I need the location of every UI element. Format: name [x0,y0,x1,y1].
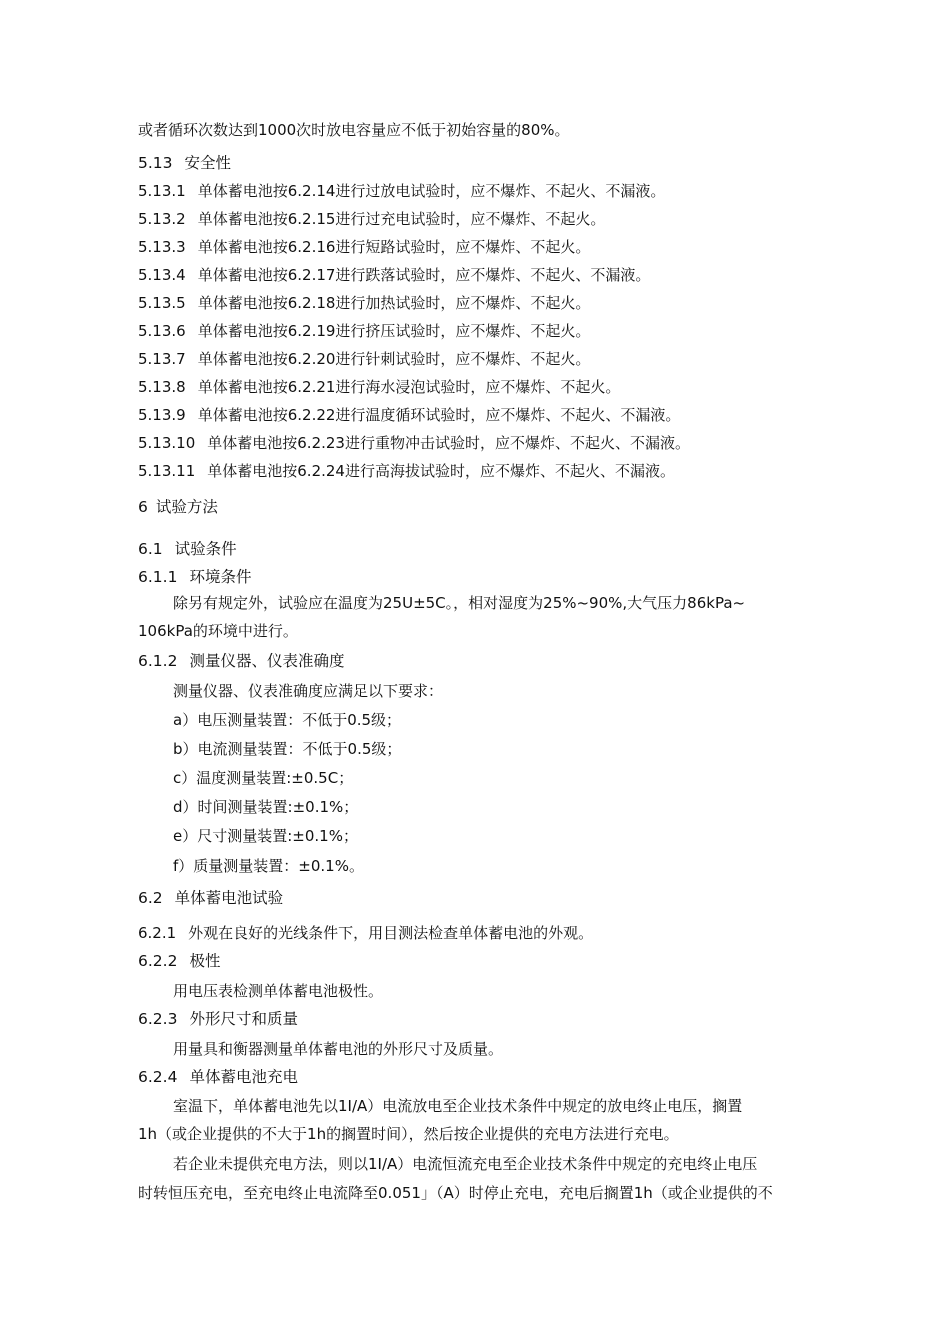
paragraph-line [138,120,840,140]
paragraph-line [138,1183,840,1203]
clause-5-13-9 [138,405,840,425]
clause-text: 单体蓄电池按6.2.16进行短路试验时，应不爆炸、不起火。 [197,238,591,256]
section-heading-6-2 [138,888,840,908]
subsection-number: 6.2.4 [138,1068,178,1086]
clause-text: 单体蓄电池按6.2.24进行高海拔试验时，应不爆炸、不起火、不漏液。 [207,462,675,480]
list-item-text: b）电流测量装置：不低于0.5级； [173,740,402,758]
section-heading-6-1 [138,539,840,559]
list-item [173,826,840,846]
section-title: 试验条件 [174,540,237,558]
subsection-number: 6.2.3 [138,1010,178,1028]
subsection-title: 环境条件 [189,568,252,586]
text-line: 106kPa的环境中进行。 [138,622,298,640]
paragraph-line [173,1039,840,1059]
subsection-heading-6-1-1 [138,567,840,587]
clause-text: 单体蓄电池按6.2.14进行过放电试验时，应不爆炸、不起火、不漏液。 [197,182,666,200]
list-item [173,856,840,876]
paragraph-line [173,681,840,701]
section-title: 安全性 [184,154,232,172]
subsection-title: 外形尺寸和质量 [189,1010,298,1028]
chapter-heading-6 [138,497,840,517]
clause-text: 单体蓄电池按6.2.21进行海水浸泡试验时，应不爆炸、不起火。 [197,378,621,396]
clause-text: 单体蓄电池按6.2.17进行跌落试验时，应不爆炸、不起火、不漏液。 [197,266,651,284]
section-heading-5-13 [138,153,840,173]
clause-5-13-4 [138,265,840,285]
clause-5-13-3 [138,237,840,257]
clause-5-13-2 [138,209,840,229]
subsection-title: 单体蓄电池充电 [189,1068,298,1086]
subsection-title: 测量仪器、仪表准确度 [189,652,345,670]
clause-5-13-1 [138,181,840,201]
subsection-heading-6-2-4 [138,1067,840,1087]
text-line: 或者循环次数达到1000次时放电容量应不低于初始容量的80%。 [138,121,570,139]
clause-text: 单体蓄电池按6.2.19进行挤压试验时，应不爆炸、不起火。 [197,322,591,340]
clause-5-13-8 [138,377,840,397]
list-item [173,710,840,730]
subsection-title: 极性 [189,952,221,970]
paragraph-line [173,593,840,613]
list-item-text: c）温度测量装置:±0.5C； [173,769,354,787]
section-title: 单体蓄电池试验 [174,889,284,907]
clause-text: 外观在良好的光线条件下，用目测法检查单体蓄电池的外观。 [188,924,594,942]
list-item [173,739,840,759]
clause-number: 5.13.3 [138,238,186,256]
subsection-heading-6-2-3 [138,1009,840,1029]
clause-text: 单体蓄电池按6.2.15进行过充电试验时，应不爆炸、不起火。 [197,210,606,228]
subsection-number: 6.1.1 [138,568,178,586]
section-number: 6.1 [138,540,163,558]
clause-number: 5.13.8 [138,378,186,396]
text-line: 时转恒压充电，至充电终止电流降至0.051」（A）时停止充电，充电后搁置1h（或企业提供的不 [138,1184,773,1202]
text-line: 室温下，单体蓄电池先以1I/A）电流放电至企业技术条件中规定的放电终止电压，搁置 [173,1097,743,1115]
clause-5-13-10 [138,433,840,453]
list-item-text: e）尺寸测量装置:±0.1%； [173,827,358,845]
section-number: 6.2 [138,889,163,907]
chapter-title: 试验方法 [155,498,218,516]
text-line: 测量仪器、仪表准确度应满足以下要求： [173,682,444,700]
clause-number: 5.13.10 [138,434,196,452]
chapter-number: 6 [138,498,148,516]
subsection-heading-6-2-2 [138,951,840,971]
text-line: 除另有规定外，试验应在温度为25U±5C。，相对湿度为25%~90%,大气压力86kPa~ [173,594,746,612]
list-item-text: f）质量测量装置：±0.1%。 [173,857,364,875]
clause-number: 5.13.9 [138,406,186,424]
clause-number: 5.13.5 [138,294,186,312]
clause-6-2-1 [138,923,840,943]
clause-text: 单体蓄电池按6.2.18进行加热试验时，应不爆炸、不起火。 [197,294,591,312]
clause-number: 5.13.6 [138,322,186,340]
clause-5-13-11 [138,461,840,481]
subsection-heading-6-1-2 [138,651,840,671]
clause-5-13-6 [138,321,840,341]
list-item [173,768,840,788]
paragraph-line [173,981,840,1001]
paragraph-line [138,1124,840,1144]
clause-number: 5.13.4 [138,266,186,284]
paragraph-line [173,1096,840,1116]
clause-text: 单体蓄电池按6.2.20进行针刺试验时，应不爆炸、不起火。 [197,350,591,368]
clause-5-13-5 [138,293,840,313]
text-line: 用量具和衡器测量单体蓄电池的外形尺寸及质量。 [173,1040,504,1058]
paragraph-line [173,1154,840,1174]
clause-number: 6.2.1 [138,924,177,942]
section-number: 5.13 [138,154,173,172]
clause-number: 5.13.2 [138,210,186,228]
clause-text: 单体蓄电池按6.2.23进行重物冲击试验时，应不爆炸、不起火、不漏液。 [207,434,690,452]
clause-number: 5.13.1 [138,182,186,200]
clause-number: 5.13.11 [138,462,196,480]
clause-5-13-7 [138,349,840,369]
text-line: 用电压表检测单体蓄电池极性。 [173,982,384,1000]
list-item-text: d）时间测量装置:±0.1%； [173,798,359,816]
subsection-number: 6.1.2 [138,652,178,670]
text-line: 若企业未提供充电方法，则以1I/A）电流恒流充电至企业技术条件中规定的充电终止电压 [173,1155,758,1173]
text-line: 1h（或企业提供的不大于1h的搁置时间），然后按企业提供的充电方法进行充电。 [138,1125,679,1143]
subsection-number: 6.2.2 [138,952,178,970]
clause-number: 5.13.7 [138,350,186,368]
list-item [173,797,840,817]
list-item-text: a）电压测量装置：不低于0.5级； [173,711,402,729]
paragraph-line [138,621,840,641]
clause-text: 单体蓄电池按6.2.22进行温度循环试验时，应不爆炸、不起火、不漏液。 [197,406,681,424]
